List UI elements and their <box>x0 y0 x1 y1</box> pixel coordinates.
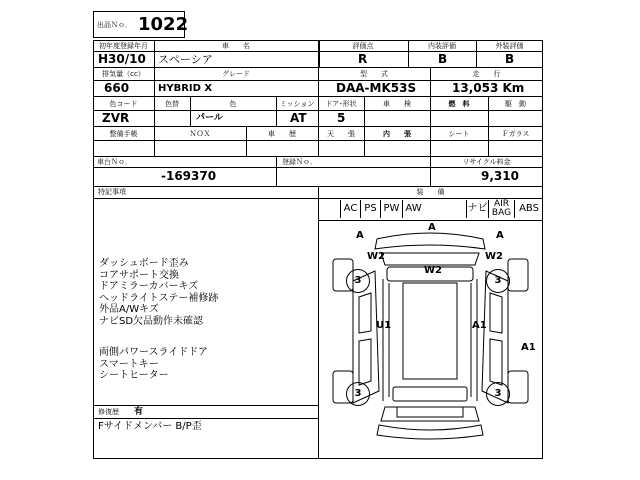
label-fuel: 燃 料 <box>448 100 470 108</box>
label-interior: 内装評価 <box>428 42 456 50</box>
repair-detail: Fサイドメンバー B/P歪 <box>98 421 202 432</box>
damage-mark-right-side: A1 <box>521 342 536 353</box>
damage-mark-front-bumper: A <box>428 222 436 233</box>
label-exterior: 外装評価 <box>495 42 524 50</box>
note-line: ヘッドライトステー補修跡 <box>99 292 219 304</box>
label-headliner: 天 張 <box>327 130 355 138</box>
label-history: 車 歴 <box>268 130 296 138</box>
wheel-front-left: 3 <box>346 269 370 293</box>
mileage-value: 13,053 Km <box>452 81 525 95</box>
mission-value: AT <box>290 111 307 125</box>
label-seat: シート <box>448 130 470 138</box>
note-line: ドアミラーカバーキズ <box>99 281 199 293</box>
note-line: 両側パワースライドドア <box>99 347 208 358</box>
label-registration-no: 登録Ｎｏ． <box>282 158 317 166</box>
label-front-glass: Ｆガラス <box>501 130 530 138</box>
label-doors: ドア･形状 <box>325 100 357 108</box>
lot-label: 出品Ｎｏ． <box>97 21 132 29</box>
damage-mark-right-mirror: A <box>496 230 504 241</box>
damage-mark-windshield: W2 <box>424 265 442 276</box>
wheel-rear-right: 3 <box>486 382 510 406</box>
label-grade: グレード <box>222 70 250 78</box>
label-color-code: 色コード <box>109 100 138 108</box>
wheel-front-right: 3 <box>486 269 510 293</box>
damage-mark-left-glass: W2 <box>367 251 385 262</box>
damage-mark-right-glass: W2 <box>485 251 503 262</box>
note-line: ナビSD欠品動作未確認 <box>99 316 204 327</box>
label-nox: ＮＯＸ <box>189 130 211 138</box>
label-car-name: 車 名 <box>222 42 250 50</box>
damage-mark-right-door: A1 <box>472 320 487 331</box>
label-drive: 駆 動 <box>505 100 526 108</box>
chassis-value: -169370 <box>161 169 217 183</box>
lot-number-box <box>93 11 189 38</box>
equip-ac: AC <box>340 200 360 218</box>
label-interior-panel: 内 張 <box>383 130 411 138</box>
note-line: コアサポート交換 <box>99 269 179 281</box>
doors-value: 5 <box>337 111 346 125</box>
grade-value: HYBRID X <box>158 83 213 94</box>
label-chassis-no: 車台Ｎｏ． <box>97 158 132 166</box>
label-color: 色 <box>229 100 237 108</box>
label-repair-history: 修復歴 <box>98 408 119 416</box>
label-notes: 特記事項 <box>98 188 126 196</box>
label-shaken: 車 検 <box>383 100 411 108</box>
displacement-value: 660 <box>104 81 130 95</box>
equipment-row <box>318 199 543 220</box>
label-model: 型 式 <box>360 70 388 78</box>
note-line: スマートキー <box>99 358 159 370</box>
damage-mark-left-door: U1 <box>376 320 392 331</box>
label-displacement: 排気量（cc） <box>102 70 145 78</box>
car-name-value: スペーシア <box>158 53 213 66</box>
note-line: シートヒーター <box>99 370 169 382</box>
repair-history-value: 有 <box>134 407 144 417</box>
label-first-registration: 初年度登録年月 <box>99 42 148 50</box>
color-value: パール <box>196 113 223 123</box>
label-recycle-fee: リサイクル料金 <box>462 158 511 166</box>
label-color-change: 色替 <box>165 100 179 108</box>
interior-value: B <box>438 52 448 66</box>
color-code-value: ZVR <box>102 111 130 125</box>
label-equipment: 装 備 <box>416 188 445 196</box>
note-line: 外品A/Wキズ <box>99 304 159 316</box>
equip-pw: PW <box>380 200 402 218</box>
label-mileage: 走 行 <box>472 70 501 78</box>
lot-number: 1022 <box>138 14 189 35</box>
equip-ps: PS <box>360 200 380 218</box>
recycle-fee-value: 9,310 <box>481 169 519 183</box>
label-mission: ミッション <box>279 100 315 108</box>
exterior-value: B <box>505 52 515 66</box>
model-value: DAA-MK53S <box>336 81 417 95</box>
note-line: ダッシュボード歪み <box>99 258 189 269</box>
equip-navi: ナビ <box>466 200 488 218</box>
first-registration-value: H30/10 <box>98 52 146 66</box>
equip-abs: ABS <box>514 200 543 218</box>
label-score: 評価点 <box>352 42 374 50</box>
label-service-book: 整備手帳 <box>109 130 138 138</box>
car-damage-diagram <box>319 221 542 458</box>
equip-airbag: AIR BAG <box>488 200 514 218</box>
equip-aw: AW <box>402 200 424 218</box>
score-value: R <box>358 52 368 66</box>
wheel-rear-left: 3 <box>346 382 370 406</box>
damage-mark-left-mirror: A <box>356 230 364 241</box>
